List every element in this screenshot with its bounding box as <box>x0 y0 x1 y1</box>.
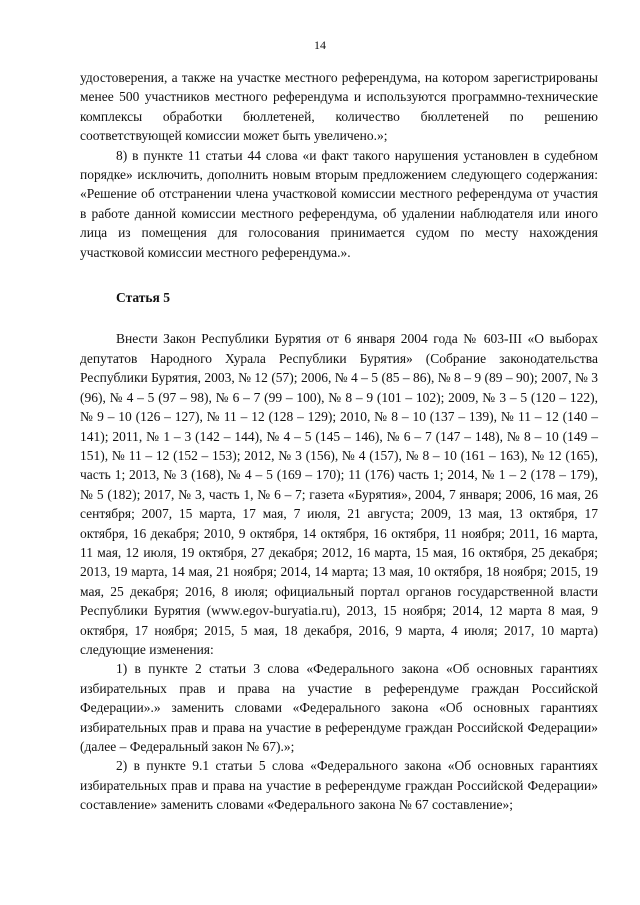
document-body <box>80 68 598 815</box>
page-number: 14 <box>314 38 326 52</box>
paragraph-amendment-intro: Внести Закон Республики Бурятия от 6 января 2004 года № 603-III «О выборах депутатов Народного Хурала Республики Бурятия» (Собрание законодательства Республики Бурятия, 2003, № 12 (57); 2006, № 4 – 5 (85 – 86), № 8 – 9 (89 – 90); 2007, № 3 (96), № 4 – 5 (97 – 98), № 6 – 7 (99 – 100), № 8 – 9 (101 – 102); 2009, № 3 – 5 (120 – 122), № 9 – 10 (126 – 127), № 11 – 12 (128 – 129); 2010, № 8 – 10 (137 – 139), № 11 – 12 (140 – 141); 2011, № 1 – 3 (142 – 144), № 4 – 5 (145 – 146), № 6 – 7 (147 – 148), № 8 – 10 (149 – 151), № 11 – 12 (152 – 153); 2012, № 3 (156), № 4 (157), № 8 – 10 (161 – 163), № 12 (165), часть 1; 2013, № 3 (168), № 4 – 5 (169 – 170); 11 (176) часть 1; 2014, № 1 – 2 (178 – 179), № 5 (182); 2017, № 3, часть 1, № 6 – 7; газета «Бурятия», 2004, 7 января; 2006, 16 мая, 26 сентября; 2007, 15 марта, 17 мая, 7 июля, 21 августа; 2009, 13 мая, 13 октября, 17 октября, 16 декабря; 2010, 9 октября, 14 октября, 16 октября, 11 ноября; 2011, 16 марта, 11 мая, 12 июля, 19 октября, 27 декабря; 2012, 16 марта, 15 мая, 16 октября, 25 декабря; 2013, 19 марта, 14 мая, 21 ноября; 2014, 14 марта; 13 мая, 10 октября, 18 ноября; 2015, 19 мая, 25 декабря; 2016, 8 июля; официальный портал органов государственной власти Республики Бурятия (www.egov-buryatia.ru), 2013, 15 ноября; 2014, 12 марта 8 мая, 9 октября, 17 ноября; 2015, 5 мая, 18 декабря, 2016, 9 марта, 4 июля; 2017, 10 марта) следующие изменения: <box>80 331 598 657</box>
paragraph-continuation: удостоверения, а также на участке местного референдума, на котором зарегистрированы менее 500 участников местного референдума и используются программно-технические комплексы обработки бюллетеней, количество бюллетеней по решению соответствующей комиссии может быть увеличено.»; <box>80 70 598 144</box>
paragraph-item-2: 2) в пункте 9.1 статьи 5 слова «Федерального закона «Об основных гарантиях избирательных прав и права на участие в референдуме граждан Российской Федерации» составление» заменить словами «Федерального закона № 67 составление»; <box>80 758 598 813</box>
article-heading: Статья 5 <box>116 290 170 306</box>
paragraph-item-1: 1) в пункте 2 статьи 3 слова «Федерального закона «Об основных гарантиях избирательных прав и права на участие в референдуме граждан Российской Федерации».» заменить словами «Федерального закона «Об основных гарантиях избирательных прав и права на участие в референдуме граждан Российской Федерации» (далее – Федеральный закон № 67).»; <box>80 661 598 754</box>
paragraph-item-8: 8) в пункте 11 статьи 44 слова «и факт такого нарушения установлен в судебном порядке» исключить, дополнить новым вторым предложением следующего содержания: «Решение об отстранении члена участковой комиссии местного референдума от участия в работе данной комиссии местного референдума, об удалении наблюдателя или иного лица из помещения для голосования принимается судом по месту нахождения участковой комиссии местного референдума.». <box>80 147 598 260</box>
